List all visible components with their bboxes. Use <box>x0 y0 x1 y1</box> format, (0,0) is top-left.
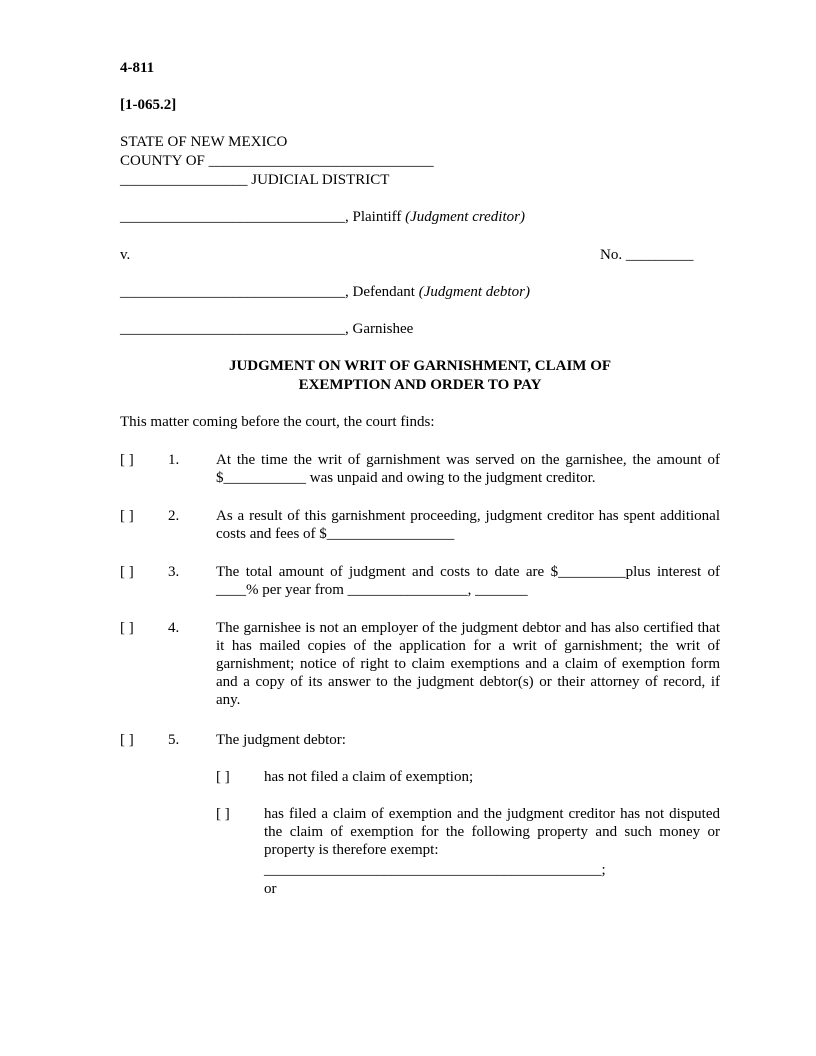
finding-3-number: 3. <box>168 564 180 580</box>
case-number-line: No. _________ <box>600 247 694 263</box>
document-title-line-1: JUDGMENT ON WRIT OF GARNISHMENT, CLAIM OF <box>228 358 612 374</box>
intro-text: This matter coming before the court, the court finds: <box>120 414 435 430</box>
defendant-line <box>120 283 530 301</box>
document-title-line-2: EXEMPTION AND ORDER TO PAY <box>298 377 542 393</box>
finding-5-text: The judgment debtor: <box>216 732 346 748</box>
finding-1-number: 1. <box>168 452 180 468</box>
sub-item-2-checkbox[interactable]: [ ] <box>216 806 230 822</box>
sub-item-1-text: has not filed a claim of exemption; <box>264 769 474 785</box>
sub-item-1-checkbox[interactable]: [ ] <box>216 769 230 785</box>
judicial-district-line: _________________ JUDICIAL DISTRICT <box>120 172 390 188</box>
finding-1-checkbox[interactable]: [ ] <box>120 452 134 468</box>
versus-label: v. <box>120 247 131 263</box>
defendant-role: (Judgment debtor) <box>418 284 530 300</box>
plaintiff-blank: ______________________________, Plaintiff <box>120 209 406 225</box>
finding-1-text: At the time the writ of garnishment was served on the garnishee, the amount of $___________ was unpaid and owing to the judgment creditor. <box>216 452 720 486</box>
finding-5-checkbox[interactable]: [ ] <box>120 732 134 748</box>
state-line: STATE OF NEW MEXICO <box>120 134 288 150</box>
rule-reference: [1-065.2] <box>120 97 177 113</box>
exempt-property-blank: _____________________________________________; <box>264 862 606 878</box>
defendant-blank: ______________________________, Defendant <box>120 284 419 300</box>
finding-4-text: The garnishee is not an employer of the judgment debtor and has also certified that it has mailed copies of the application for a writ of garnishment; the writ of garnishment; notice of right to claim exemptions and a claim of exemption form and a copy of its answer to the judgment debtor(s) or their attorney of record, if any. <box>216 620 720 708</box>
plaintiff-line <box>120 208 525 226</box>
plaintiff-role: (Judgment creditor) <box>405 209 525 225</box>
finding-2-checkbox[interactable]: [ ] <box>120 508 134 524</box>
finding-4-number: 4. <box>168 620 180 636</box>
sub-item-2-text: has filed a claim of exemption and the judgment creditor has not disputed the claim of exemption for the following property and such money or property is therefore exempt: <box>264 806 720 858</box>
finding-5-number: 5. <box>168 732 180 748</box>
county-line: COUNTY OF ______________________________ <box>120 153 434 169</box>
rule-number: 4-811 <box>120 60 155 76</box>
finding-3-text: The total amount of judgment and costs to date are $_________plus interest of ____% per year from ________________, _______ <box>216 564 720 598</box>
finding-3-checkbox[interactable]: [ ] <box>120 564 134 580</box>
finding-4-checkbox[interactable]: [ ] <box>120 620 134 636</box>
finding-2-text: As a result of this garnishment proceeding, judgment creditor has spent additional costs and fees of $_________________ <box>216 508 720 542</box>
or-connector: or <box>264 881 277 897</box>
garnishee-line: ______________________________, Garnishee <box>120 321 414 337</box>
finding-2-number: 2. <box>168 508 180 524</box>
